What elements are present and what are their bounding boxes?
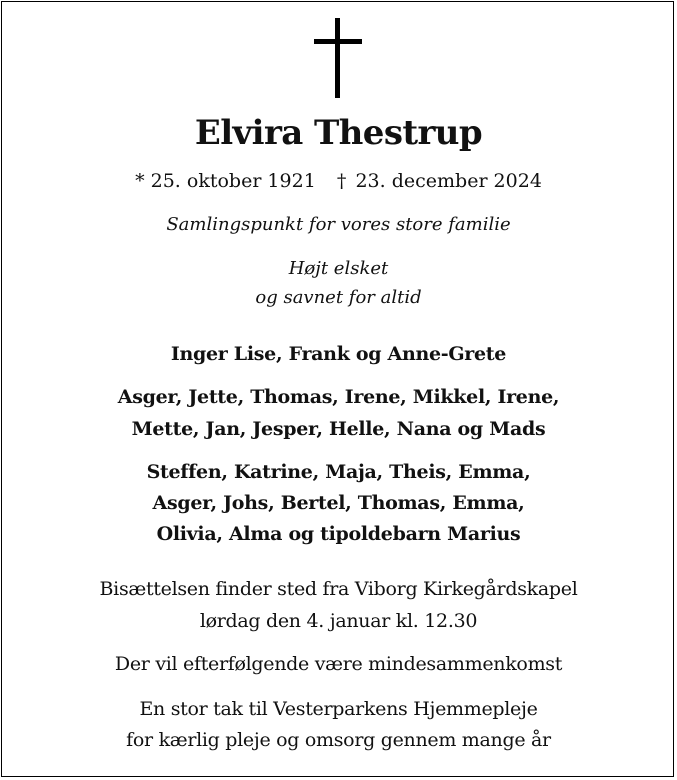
great-grandchildren-names: Olivia, Alma og tipoldebarn Marius <box>156 523 521 545</box>
memorial-info: Der vil efterfølgende være mindesammenkomst <box>114 653 563 675</box>
verse-line: og savnet for altid <box>255 287 422 308</box>
great-grandchildren-names: Steffen, Katrine, Maja, Theis, Emma, <box>146 461 531 483</box>
thanks-text: En stor tak til Vesterparkens Hjemmepleje <box>139 698 538 720</box>
funeral-info: Bisættelsen finder sted fra Viborg Kirkegårdskapel <box>99 578 578 600</box>
life-dates <box>0 170 677 192</box>
grandchildren-names: Asger, Jette, Thomas, Irene, Mikkel, Irene, <box>117 386 560 408</box>
cross-icon <box>314 18 362 98</box>
thanks-text: for kærlig pleje og omsorg gennem mange år <box>126 729 551 751</box>
children-names: Inger Lise, Frank og Anne-Grete <box>170 343 507 365</box>
funeral-info: lørdag den 4. januar kl. 12.30 <box>199 610 478 632</box>
deceased-name: Elvira Thestrup <box>194 113 483 153</box>
birth-date: 25. oktober 1921 <box>150 170 316 192</box>
death-date: 23. december 2024 <box>355 170 542 192</box>
death-icon: † <box>336 170 347 192</box>
birth-icon: * <box>135 170 145 192</box>
great-grandchildren-names: Asger, Johs, Bertel, Thomas, Emma, <box>152 492 525 514</box>
verse-line: Højt elsket <box>288 258 389 279</box>
grandchildren-names: Mette, Jan, Jesper, Helle, Nana og Mads <box>131 418 546 440</box>
motto: Samlingspunkt for vores store familie <box>166 214 511 235</box>
